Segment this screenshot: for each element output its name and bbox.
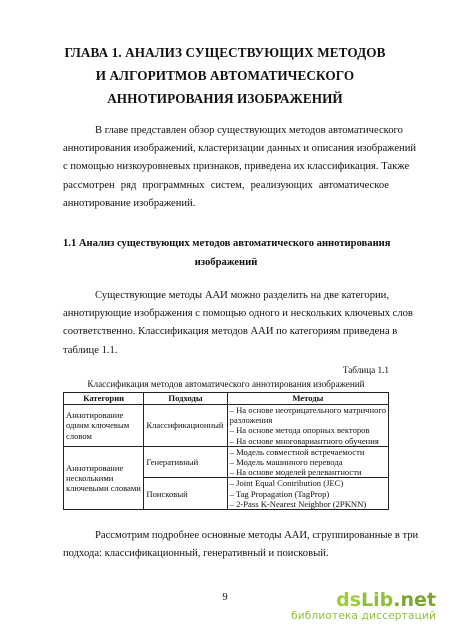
closing-paragraph: [63, 527, 419, 563]
cell-line: Поисковый: [146, 488, 188, 499]
cell-line: ключевыми словами: [66, 483, 141, 494]
dslib-logo: dsLib.net: [336, 589, 436, 611]
paragraph-line: Существующие методы ААИ можно разделить на две категории,: [95, 290, 389, 301]
paragraph-line: Рассмотрим подробнее основные методы ААИ, сгруппированные в три: [95, 530, 419, 541]
methods-cell: [227, 405, 388, 447]
section-heading-line: 1.1 Анализ существующих методов автоматического аннотирования: [63, 238, 391, 249]
cell-line: – 2-Pass K-Nearest Neighbor (2PKNN): [229, 498, 367, 509]
paragraph-line: соответственно. Классификация методов ААИ по категориям приведена в: [63, 326, 398, 338]
body-paragraph: [63, 287, 413, 360]
cell-line: – На основе моделей релевантности: [229, 467, 362, 478]
chapter-title-line: И АЛГОРИТМОВ АВТОМАТИЧЕСКОГО: [95, 68, 355, 83]
table-row: [64, 446, 389, 478]
cell-line: одним ключевым: [66, 420, 130, 431]
paragraph-line: аннотирования изображений, кластеризации данных и описания изображений: [63, 143, 417, 155]
approach-cell: [144, 405, 227, 447]
header-cell: Подходы: [144, 393, 227, 405]
section-heading-line: изображений: [194, 256, 258, 268]
section-heading: [63, 235, 389, 272]
methods-cell: [227, 446, 388, 478]
intro-paragraph: [63, 122, 417, 213]
cell-line: – На основе неотрицательного матричного: [229, 405, 386, 415]
header-cell: Категории: [64, 393, 144, 405]
paragraph-line: В главе представлен обзор существующих методов автоматического: [95, 125, 403, 136]
cell-line: – На основе многовариантного обучения: [229, 435, 379, 446]
table-header-row: [64, 393, 389, 405]
paragraph-line: подхода: классификационный, генеративный и поисковый.: [63, 548, 329, 560]
category-cell: [64, 446, 144, 509]
page-number: 9: [222, 592, 228, 603]
paragraph-line: с помощью низкоуровневых признаков, приведена их классификация. Также: [63, 161, 410, 173]
cell-line: – На основе метода опорных векторов: [229, 425, 370, 436]
cell-line: Генеративный: [146, 457, 199, 468]
watermark-tagline: библиотека диссертаций: [291, 610, 436, 622]
classification-table: [63, 392, 389, 510]
methods-cell: [227, 478, 388, 510]
approach-cell: [144, 446, 227, 478]
category-cell: [64, 405, 144, 447]
cell-line: разложения: [229, 415, 273, 426]
cell-line: – Модель машинного перевода: [229, 457, 343, 468]
chapter-title-line: АННОТИРОВАНИЯ ИЗОБРАЖЕНИЙ: [107, 91, 343, 106]
paragraph-line: рассмотрен ряд программных систем, реализующих автоматическое: [63, 179, 389, 191]
table-row: [64, 405, 389, 447]
header-cell: Методы: [227, 393, 388, 405]
cell-line: Классификационный: [146, 420, 224, 431]
cell-line: Аннотирование: [66, 462, 124, 473]
cell-line: – Модель совместной встречаемости: [229, 446, 365, 457]
approach-cell: [144, 478, 227, 510]
cell-line: несколькими: [66, 472, 114, 483]
chapter-title-line: ГЛАВА 1. АНАЛИЗ СУЩЕСТВУЮЩИХ МЕТОДОВ: [64, 45, 386, 60]
cell-line: Аннотирование: [66, 410, 124, 421]
cell-line: словом: [66, 430, 92, 441]
paragraph-line: таблице 1.1.: [63, 344, 118, 356]
cell-line: – Tag Propagation (TagProp): [229, 488, 330, 499]
table-number: Таблица 1.1: [342, 365, 389, 375]
table-caption: Классификация методов автоматического аннотирования изображений: [87, 379, 365, 389]
paragraph-line: аннотирование изображений.: [63, 197, 196, 209]
chapter-title: [40, 41, 410, 110]
cell-line: – Joint Equal Contribution (JEC): [229, 478, 344, 489]
paragraph-line: аннотирующие изображения с помощью одного и нескольких ключевых слов: [63, 308, 413, 320]
dslib-watermark[interactable]: [291, 590, 436, 622]
